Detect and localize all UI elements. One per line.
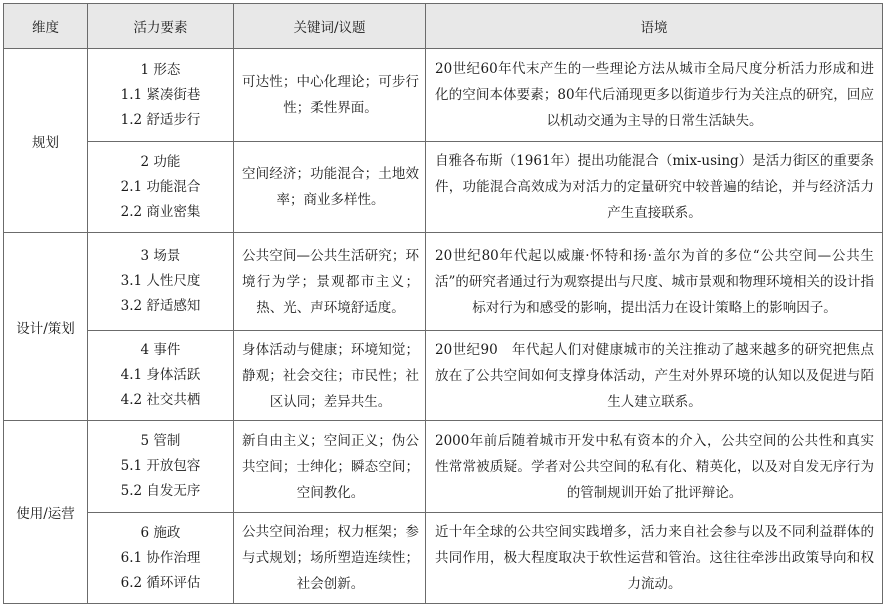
element-title: 6 施政 xyxy=(140,524,181,541)
keywords-cell: 空间经济；功能混合；土地效率；商业多样性。 xyxy=(234,142,426,233)
element-cell xyxy=(88,49,234,142)
element-sub: 5.1 开放包容 xyxy=(120,458,201,474)
dimension-cell: 使用/运营 xyxy=(4,421,88,604)
keywords-cell: 身体活动与健康；环境知觉；静观；社会交往；市民性；社区认同；差异共生。 xyxy=(234,331,426,421)
table-row xyxy=(4,421,883,513)
element-sub: 6.1 协作治理 xyxy=(120,549,201,566)
element-sub: 3.1 人性尺度 xyxy=(120,273,201,289)
context-cell: 近十年全球的公共空间实践增多，活力来自社会参与以及不同利益群体的共同作用，极大程度取决于软性运营和管治。这往往牵涉出政策导向和权力流动。 xyxy=(426,513,883,604)
element-sub: 5.2 自发无序 xyxy=(120,483,201,499)
element-title: 4 事件 xyxy=(140,342,181,358)
element-title: 1 形态 xyxy=(140,61,181,78)
table-row xyxy=(4,49,883,142)
element-sub: 6.2 循环评估 xyxy=(120,574,201,591)
table-row xyxy=(4,233,883,331)
dimension-cell: 设计/策划 xyxy=(4,233,88,421)
header-keywords: 关键词/议题 xyxy=(234,4,426,49)
element-sub: 2.1 功能混合 xyxy=(120,178,201,195)
table-row xyxy=(4,513,883,604)
element-cell xyxy=(88,233,234,331)
element-title: 2 功能 xyxy=(140,153,181,170)
keywords-cell: 新自由主义；空间正义；伪公共空间；士绅化；瞬态空间；空间教化。 xyxy=(234,421,426,513)
keywords-cell: 公共空间治理；权力框架；参与式规划；场所塑造连续性；社会创新。 xyxy=(234,513,426,604)
element-title: 3 场景 xyxy=(140,248,181,264)
keywords-cell: 公共空间—公共生活研究；环境行为学；景观都市主义；热、光、声环境舒适度。 xyxy=(234,233,426,331)
dimension-cell: 规划 xyxy=(4,49,88,233)
element-title: 5 管制 xyxy=(140,433,181,449)
header-dimension: 维度 xyxy=(4,4,88,49)
context-cell: 20世纪60年代末产生的一些理论方法从城市全局尺度分析活力形成和进化的空间本体要素；80年代后涌现更多以街道步行为关注点的研究，回应以机动交通为主导的日常生活缺失。 xyxy=(426,49,883,142)
element-sub: 1.1 紧凑街巷 xyxy=(120,86,201,103)
element-cell xyxy=(88,142,234,233)
context-cell: 20世纪80年代起以威廉·怀特和扬·盖尔为首的多位“公共空间—公共生活”的研究者通过行为观察提出与尺度、城市景观和物理环境相关的设计指标对行为和感受的影响，提出活力在设计策略上的影响因子。 xyxy=(426,233,883,331)
table-row xyxy=(4,331,883,421)
element-cell xyxy=(88,421,234,513)
context-cell: 自雅各布斯（1961年）提出功能混合（mix-using）是活力街区的重要条件，功能混合高效成为对活力的定量研究中较普遍的结论，并与经济活力产生直接联系。 xyxy=(426,142,883,233)
keywords-cell: 可达性；中心化理论；可步行性；柔性界面。 xyxy=(234,49,426,142)
vitality-table xyxy=(3,3,883,604)
element-sub: 4.2 社交共栖 xyxy=(120,392,201,408)
table-row xyxy=(4,142,883,233)
header-element: 活力要素 xyxy=(88,4,234,49)
element-sub: 2.2 商业密集 xyxy=(120,203,201,220)
element-cell xyxy=(88,331,234,421)
header-row xyxy=(4,4,883,49)
context-cell: 20世纪90 年代起人们对健康城市的关注推动了越来越多的研究把焦点放在了公共空间如何支撑身体活动，产生对外界环境的认知以及促进与陌生人建立联系。 xyxy=(426,331,883,421)
element-sub: 1.2 舒适步行 xyxy=(120,111,201,128)
element-sub: 3.2 舒适感知 xyxy=(120,298,201,314)
element-cell xyxy=(88,513,234,604)
element-sub: 4.1 身体活跃 xyxy=(120,367,201,383)
header-context: 语境 xyxy=(426,4,883,49)
context-cell: 2000年前后随着城市开发中私有资本的介入，公共空间的公共性和真实性常常被质疑。学者对公共空间的私有化、精英化，以及对自发无序行为的管制规训开始了批评辩论。 xyxy=(426,421,883,513)
